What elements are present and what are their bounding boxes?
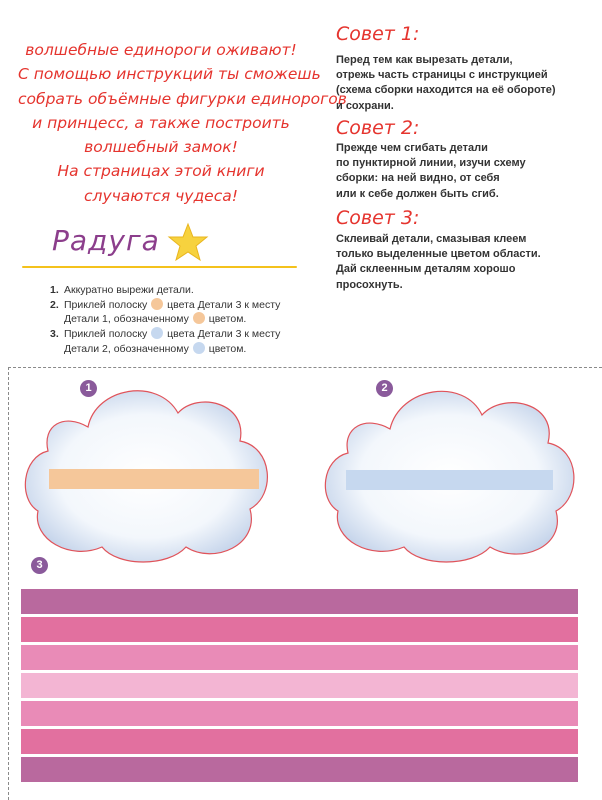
tip-2-title: Совет 2: — [336, 117, 420, 139]
step-text: цвета Детали 3 к месту — [167, 328, 281, 341]
tip-line: Дай склеенным деталям хорошо — [336, 263, 516, 276]
steps-list — [50, 283, 280, 357]
step-text: цвета Детали 3 к месту — [167, 298, 281, 311]
step-text: цветом. — [208, 342, 247, 355]
step-text: Приклей полоску — [64, 328, 148, 341]
part-2-blue-strip — [346, 470, 553, 490]
tip-line: Склеивай детали, смазывая клеем — [336, 233, 527, 245]
stripe-6 — [21, 729, 578, 757]
blue-color-dot-icon — [151, 327, 163, 339]
intro-line: волшебный замок! — [84, 138, 238, 157]
step-text: Аккуратно вырежи детали. — [64, 284, 194, 296]
tip-3-text — [336, 232, 541, 293]
tip-line: отрежь часть страницы с инструкцией — [336, 69, 548, 82]
step-text: Детали 2, обозначенному — [64, 342, 189, 355]
part-3-badge: 3 — [31, 557, 48, 574]
step-1 — [50, 283, 280, 298]
stripe-4 — [21, 673, 578, 701]
tip-line: по пунктирной линии, изучи схему — [336, 157, 526, 170]
intro-line: На страницах этой книги — [57, 162, 265, 181]
section-title: Радуга — [52, 224, 160, 257]
tip-line: или к себе должен быть сгиб. — [336, 187, 499, 200]
stripe-7 — [21, 757, 578, 782]
step-text: цветом. — [208, 313, 247, 326]
part-1-peach-strip — [49, 469, 259, 489]
blue-color-dot-icon — [193, 342, 205, 354]
intro-line: собрать объёмные фигурки единорогов — [18, 89, 347, 108]
intro-line: случаются чудеса! — [84, 186, 238, 205]
step-2 — [50, 298, 280, 313]
intro-line: волшебные единороги оживают! — [25, 41, 297, 59]
intro-text — [18, 38, 347, 208]
step-3-cont — [50, 342, 280, 357]
tip-line: только выделенные цветом области. — [336, 248, 541, 261]
step-text: Детали 1, обозначенному — [64, 313, 189, 326]
tip-line: Прежде чем сгибать детали — [336, 142, 488, 154]
tip-1-text — [336, 53, 556, 114]
tip-line: (схема сборки находится на её обороте) — [336, 84, 556, 97]
tip-1-title: Совет 1: — [336, 23, 420, 45]
stripe-2 — [21, 617, 578, 645]
peach-color-dot-icon — [151, 298, 163, 310]
step-number: 1. — [50, 284, 59, 296]
cut-line-left — [8, 367, 9, 800]
tip-line: и сохрани. — [336, 99, 394, 112]
step-2-cont — [50, 312, 280, 327]
title-underline — [22, 266, 297, 268]
tip-line: сборки: на ней видно, от себя — [336, 172, 500, 185]
tip-2-text — [336, 141, 526, 202]
tip-line: просохнуть. — [336, 278, 403, 291]
step-text: Приклей полоску — [64, 298, 148, 311]
rainbow-stripes-part-3[interactable] — [21, 589, 578, 786]
peach-color-dot-icon — [193, 312, 205, 324]
intro-line: С помощью инструкций ты сможешь — [18, 65, 321, 84]
step-number: 3. — [50, 328, 59, 341]
stripe-1 — [21, 589, 578, 617]
tip-3-title: Совет 3: — [336, 207, 420, 229]
star-icon — [166, 222, 210, 264]
part-2-badge: 2 — [376, 380, 393, 397]
step-3 — [50, 327, 280, 342]
part-1-badge: 1 — [80, 380, 97, 397]
tip-line: Перед тем как вырезать детали, — [336, 54, 513, 66]
intro-line: и принцесс, а также построить — [32, 113, 290, 132]
stripe-3 — [21, 645, 578, 673]
stripe-5 — [21, 701, 578, 729]
cut-line-top — [8, 367, 602, 368]
step-number: 2. — [50, 298, 59, 311]
